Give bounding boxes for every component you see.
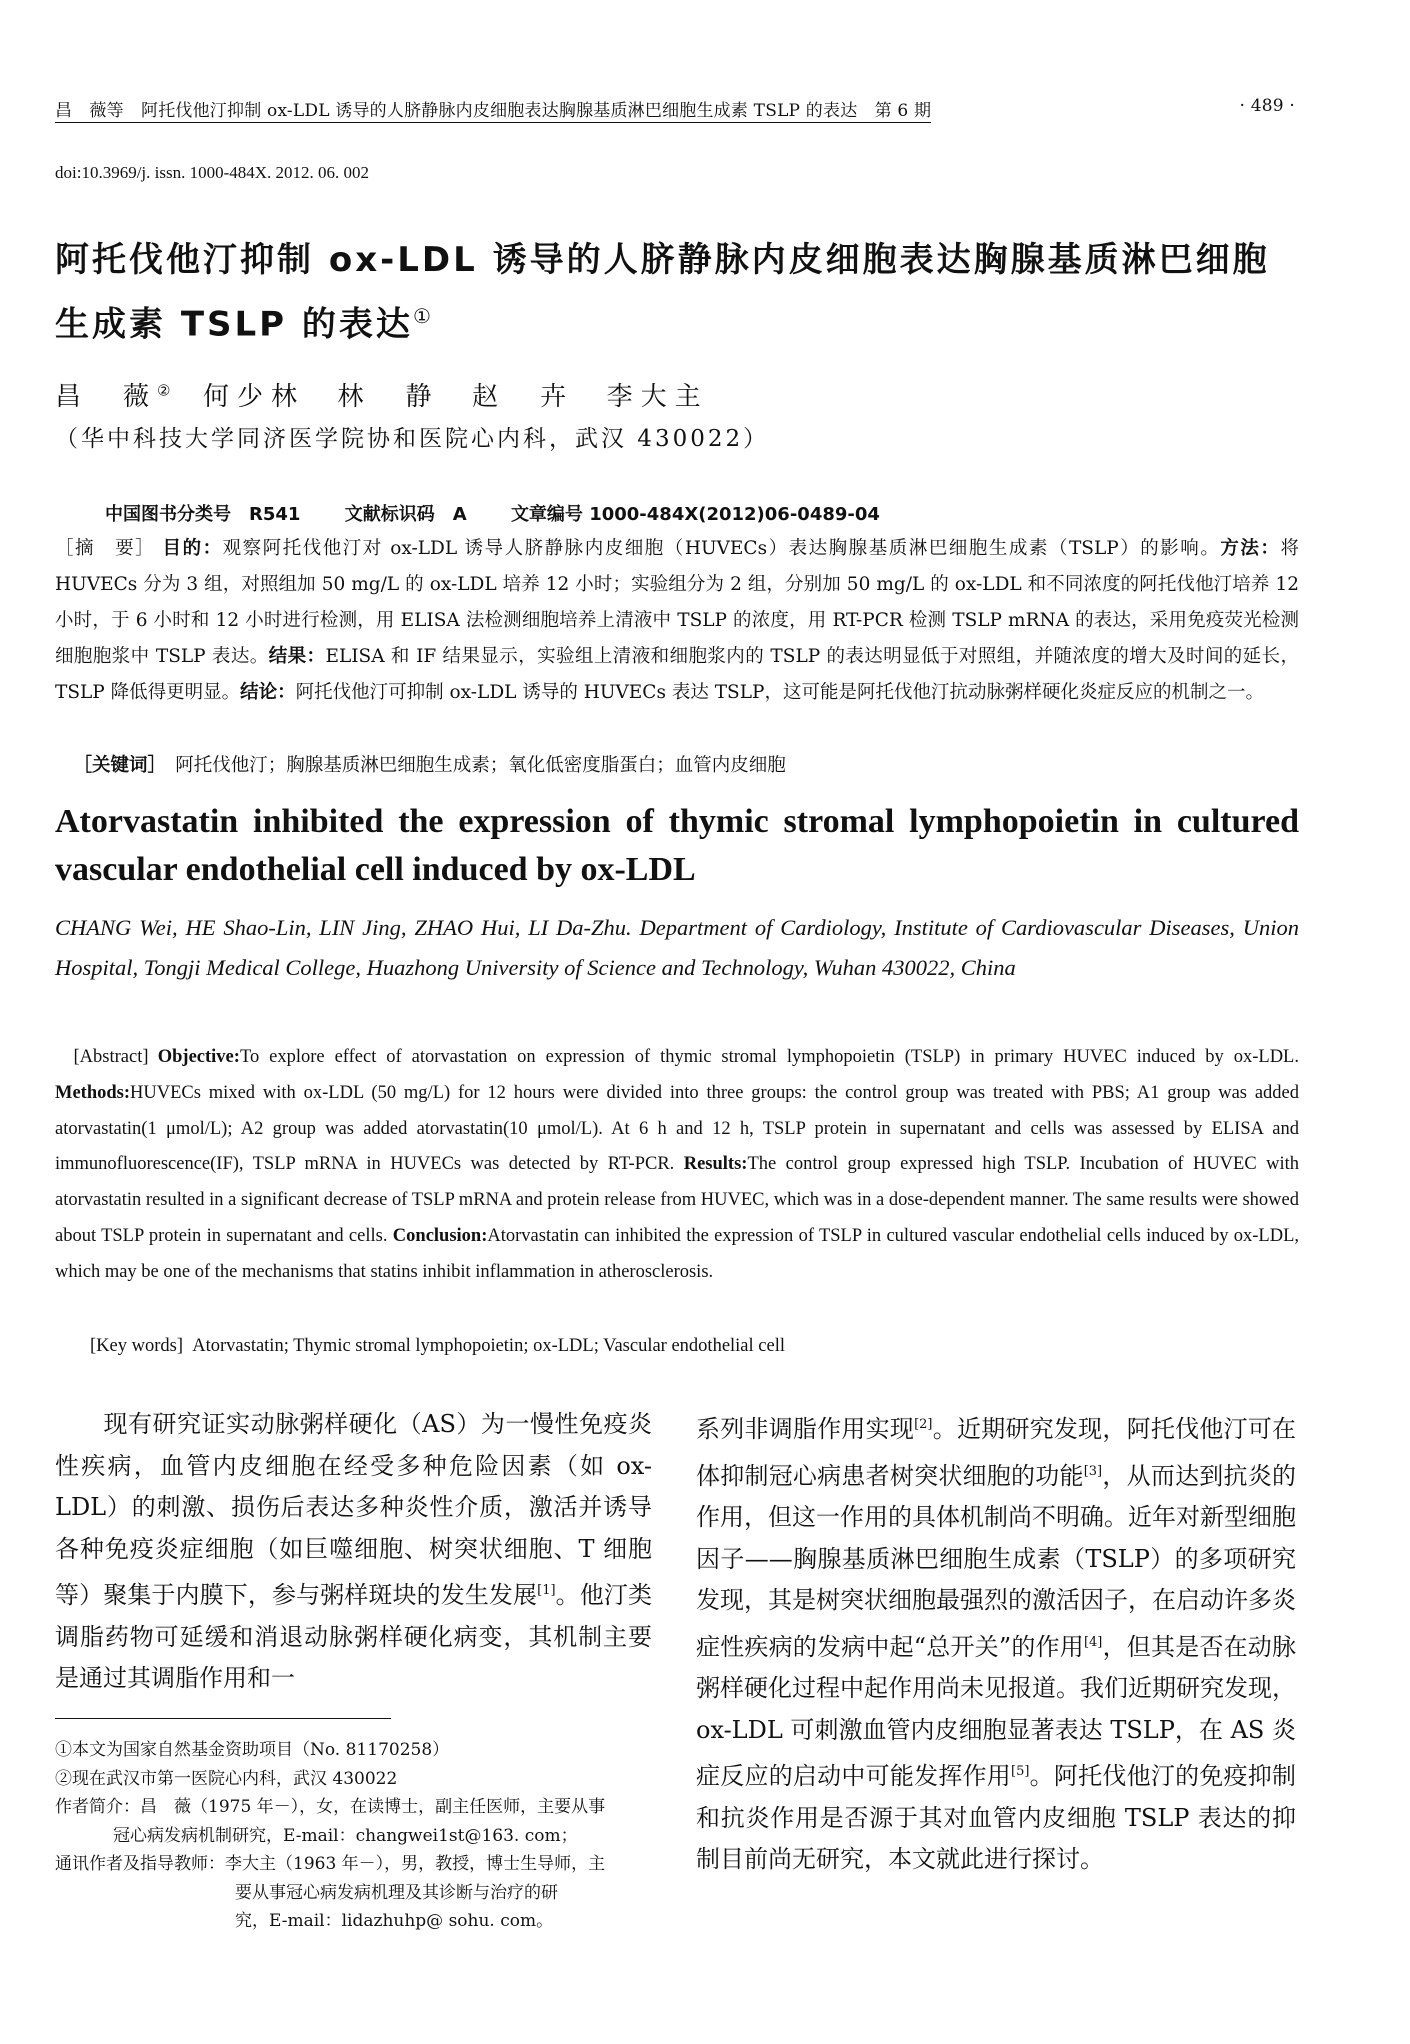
- author-name: 林 静: [337, 382, 440, 412]
- footnote-divider: [55, 1718, 391, 1719]
- keywords-text: Atorvastatin; Thymic stromal lymphopoietin; ox-LDL; Vascular endothelial cell: [192, 1336, 785, 1356]
- footnote-corresponding-cont: 究，E-mail：lidazhuhp@ sohu. com。: [235, 1911, 554, 1931]
- keywords-chinese: [55, 748, 1299, 784]
- title-english: Atorvastatin inhibited the expression of thymic stromal lymphopoietin in cultured vascular endothelial cell induced by ox-LDL: [55, 803, 1299, 888]
- footnote-author-bio-cont: 冠心病发病机制研究，E-mail：changwei1st@163. com；: [113, 1825, 578, 1846]
- abstract-label: [Abstract]: [73, 1047, 149, 1067]
- affiliation-chinese: （华中科技大学同济医学院协和医院心内科，武汉 430022）: [55, 426, 770, 452]
- citation-ref: [1]: [537, 1583, 556, 1598]
- author-name: 何少林: [203, 382, 306, 412]
- title-chinese: [55, 232, 1295, 352]
- citation-ref: [5]: [1011, 1764, 1030, 1779]
- authors-english: CHANG Wei, HE Shao-Lin, LIN Jing, ZHAO Hui, LI Da-Zhu. Department of Cardiology, Institute of Cardiovascular Diseases, Union Hospital, Tongji Medical College, Huazhong University of Science and Technology, Wuhan 430022, China: [55, 915, 1299, 980]
- body-paragraph: [696, 1404, 1296, 1881]
- author-name: 昌 薇: [55, 382, 158, 412]
- running-header: [55, 96, 1295, 126]
- body-text: ，但其是否在动脉粥样硬化过程中起作用尚未见报道。我们近期研究发现，ox-LDL 可刺激血管内皮细胞显著表达 TSLP，在 AS 炎症反应的启动中可能发挥作用: [696, 1632, 1297, 1790]
- title-footnote-mark: ①: [412, 304, 434, 328]
- authors-chinese: [55, 376, 709, 413]
- body-paragraph: [55, 1404, 652, 1700]
- document-code: 文献标识码 A: [344, 504, 467, 525]
- abstract-chinese: [55, 531, 1299, 711]
- keywords-label: ［关键词］: [73, 755, 167, 776]
- footnote-author-bio: 作者简介：昌 薇（1975 年－），女，在读博士，副主任医师，主要从事: [55, 1797, 606, 1817]
- doi: doi:10.3969/j. issn. 1000-484X. 2012. 06. 002: [55, 163, 370, 182]
- author-name: 赵 卉: [472, 382, 575, 412]
- conclusion-label: 结论：: [240, 682, 296, 703]
- citation-ref: [2]: [914, 1417, 933, 1432]
- objective-label: 目的：: [162, 538, 223, 559]
- keywords-english: [90, 1328, 1300, 1364]
- conclusion-text: Atorvastatin can inhibited the expression of TSLP in cultured vascular endothelial cells induced by ox-LDL, which may be one of the mechanisms that statins inhibit inflammation in atherosclerosis.: [55, 1225, 1300, 1282]
- abstract-english: [55, 1040, 1299, 1291]
- running-header-text: 昌 薇等 阿托伐他汀抑制 ox-LDL 诱导的人脐静脉内皮细胞表达胸腺基质淋巴细胞生成素 TSLP 的表达 第 6 期: [55, 96, 931, 123]
- results-label: 结果：: [268, 646, 326, 667]
- footnote-funding: ①本文为国家自然基金资助项目（No. 81170258）: [55, 1740, 450, 1760]
- page-number: · 489 ·: [1239, 96, 1295, 116]
- methods-text: HUVECs mixed with ox-LDL (50 mg/L) for 12 hours were divided into three groups: the control group was treated with PBS; A1 group was added atorvastatin(1 μmol/L); A2 group was added atorvastatin(10 μmol/L). At 6 h and 12 h, TSLP protein in supernatant and cells was assessed by ELISA and immunofluorescence(IF), TSLP mRNA in HUVECs was detected by RT-PCR.: [55, 1082, 1299, 1175]
- keywords-label: [Key words]: [90, 1336, 183, 1356]
- keywords-text: 阿托伐他汀；胸腺基质淋巴细胞生成素；氧化低密度脂蛋白；血管内皮细胞: [175, 755, 786, 776]
- methods-label: Methods:: [55, 1082, 131, 1103]
- footnote-corresponding-cont: 要从事冠心病发病机理及其诊断与治疗的研: [235, 1882, 558, 1903]
- methods-text: 将 HUVECs 分为 3 组，对照组加 50 mg/L 的 ox-LDL 培养 12 小时；实验组分为 2 组，分别加 50 mg/L 的 ox-LDL 和不同浓度的阿托伐他汀培养 12 小时，于 6 小时和 12 小时进行检测，用 ELISA 法检测细胞培养上清液中 TSLP 的浓度，用 RT-PCR 检测 TSLP mRNA 的表达，采用免疫荧光检测细胞胞浆中 TSLP 表达。: [55, 538, 1299, 667]
- body-text: ，从而达到抗炎的作用，但这一作用的具体机制尚不明确。近年对新型细胞因子——胸腺基质淋巴细胞生成素（TSLP）的多项研究发现，其是树突状细胞最强烈的激活因子，在启动许多炎症性疾病的发病中起“总开关”的作用: [696, 1461, 1296, 1661]
- objective-label: Objective:: [157, 1047, 240, 1067]
- article-number: 文章编号 1000-484X(2012)06-0489-04: [510, 504, 880, 525]
- conclusion-label: Conclusion:: [392, 1225, 488, 1246]
- body-text: 系列非调脂作用实现: [696, 1415, 915, 1443]
- author-footnote-mark: ②: [157, 381, 171, 400]
- citation-ref: [3]: [1083, 1463, 1103, 1479]
- results-text: The control group expressed high TSLP. Incubation of HUVEC with atorvastatin resulted in a significant decrease of TSLP mRNA and protein release from HUVEC, which was in a dose-dependent manner. The same results were showed about TSLP protein in supernatant and cells.: [55, 1154, 1299, 1246]
- footnotes: [55, 1736, 655, 1936]
- body-column-right: [696, 1404, 1296, 1881]
- footnote-current-address: ②现在武汉市第一医院心内科，武汉 430022: [55, 1768, 398, 1789]
- body-text: 。近期研究发现，阿托伐他汀可在体抑制冠心病患者树突状细胞的功能: [696, 1415, 1297, 1490]
- body-text: 现有研究证实动脉粥样硬化（AS）为一慢性免疫炎性疾病，血管内皮细胞在经受多种危险因素（如 ox-LDL）的刺激、损伤后表达多种炎性介质，激活并诱导各种免疫炎症细胞（如巨噬细胞、树突状细胞、T 细胞等）聚集于内膜下，参与粥样斑块的发生发展: [55, 1410, 652, 1609]
- title-chinese-text: 阿托伐他汀抑制 ox-LDL 诱导的人脐静脉内皮细胞表达胸腺基质淋巴细胞生成素 TSLP 的表达: [55, 240, 1270, 345]
- classification-line: [105, 500, 918, 526]
- author-name: 李大主: [606, 382, 709, 412]
- body-text: 。阿托伐他汀的免疫抑制和抗炎作用是否源于其对血管内皮细胞 TSLP 表达的抑制目前尚无研究，本文就此进行探讨。: [696, 1762, 1297, 1873]
- conclusion-text: 阿托伐他汀可抑制 ox-LDL 诱导的 HUVECs 表达 TSLP，这可能是阿托伐他汀抗动脉粥样硬化炎症反应的机制之一。: [295, 682, 1264, 703]
- body-column-left: [55, 1404, 652, 1700]
- methods-label: 方法：: [1220, 538, 1281, 559]
- abstract-label: ［摘 要］: [55, 538, 156, 559]
- footnote-corresponding: 通讯作者及指导教师：李大主（1963 年－），男，教授，博士生导师，主: [55, 1854, 606, 1874]
- results-text: ELISA 和 IF 结果显示，实验组上清液和细胞浆内的 TSLP 的表达明显低于对照组，并随浓度的增大及时间的延长，TSLP 降低得更明显。: [55, 646, 1299, 703]
- body-text: 。他汀类调脂药物可延缓和消退动脉粥样硬化病变，其机制主要是通过其调脂作用和一: [55, 1581, 653, 1692]
- objective-text: To explore effect of atorvastation on expression of thymic stromal lymphopoietin (TSLP) in primary HUVEC induced by ox-LDL.: [239, 1047, 1299, 1067]
- citation-ref: [4]: [1083, 1634, 1103, 1650]
- clc-number: 中国图书分类号 R541: [105, 504, 301, 525]
- results-label: Results:: [683, 1154, 748, 1175]
- objective-text: 观察阿托伐他汀对 ox-LDL 诱导人脐静脉内皮细胞（HUVECs）表达胸腺基质淋巴细胞生成素（TSLP）的影响。: [222, 538, 1221, 559]
